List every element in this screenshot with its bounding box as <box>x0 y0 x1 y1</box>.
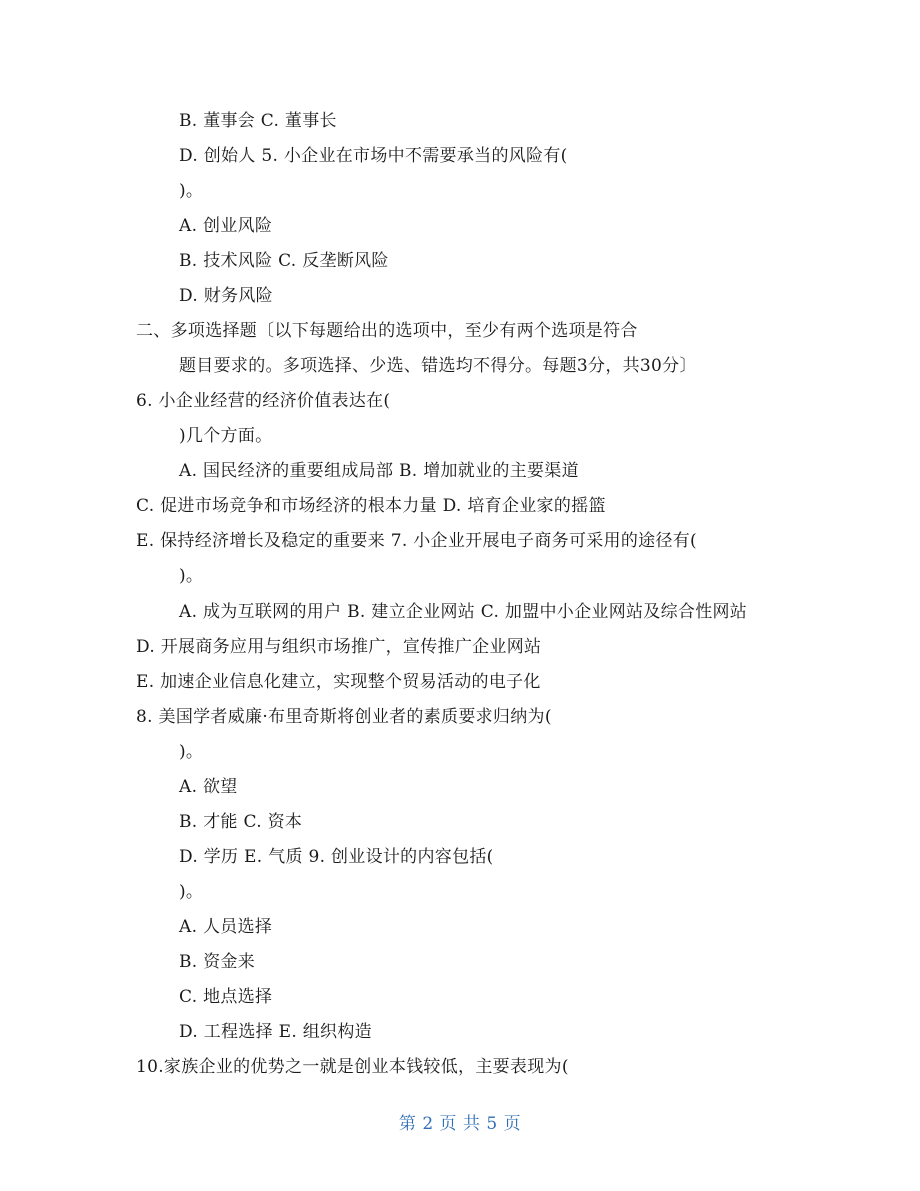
text-line: 6. 小企业经营的经济价值表达在( <box>136 391 391 411</box>
text-line: )。 <box>179 742 204 762</box>
text-line: )。 <box>179 882 204 902</box>
text-line: D. 开展商务应用与组织市场推广，宣传推广企业网站 <box>136 637 542 657</box>
section-heading-continued: 题目要求的。多项选择、少选、错选均不得分。每题3分，共30分〕 <box>179 356 697 376</box>
page-number-footer: 第 2 页 共 5 页 <box>398 1114 522 1134</box>
text-line: )。 <box>179 566 204 586</box>
section-heading: 二、多项选择题〔以下每题给出的选项中，至少有两个选项是符合 <box>136 321 638 341</box>
text-line: A. 成为互联网的用户 B. 建立企业网站 C. 加盟中小企业网站及综合性网站 <box>179 602 748 622</box>
text-line: A. 欲望 <box>179 777 238 797</box>
text-line: B. 技术风险 C. 反垄断风险 <box>179 251 389 271</box>
text-line: A. 人员选择 <box>179 917 273 937</box>
text-line: C. 促进市场竞争和市场经济的根本力量 D. 培育企业家的摇篮 <box>136 496 606 516</box>
text-line: B. 才能 C. 资本 <box>179 812 303 832</box>
text-line: D. 工程选择 E. 组织构造 <box>179 1022 372 1042</box>
text-line: D. 创始人 5. 小企业在市场中不需要承当的风险有( <box>179 146 568 166</box>
text-line: D. 学历 E. 气质 9. 创业设计的内容包括( <box>179 847 494 867</box>
text-line: D. 财务风险 <box>179 286 273 306</box>
text-line: 10.家族企业的优势之一就是创业本钱较低，主要表现为( <box>136 1057 569 1077</box>
text-line: B. 资金来 <box>179 952 256 972</box>
text-line: E. 加速企业信息化建立，实现整个贸易活动的电子化 <box>136 672 541 692</box>
text-line: A. 国民经济的重要组成局部 B. 增加就业的主要渠道 <box>179 461 579 481</box>
text-line: A. 创业风险 <box>179 216 273 236</box>
text-line: )。 <box>179 181 204 201</box>
text-line: )几个方面。 <box>179 426 273 446</box>
text-line: C. 地点选择 <box>179 987 273 1007</box>
text-line: 8. 美国学者威廉·布里奇斯将创业者的素质要求归纳为( <box>136 707 552 727</box>
text-line: B. 董事会 C. 董事长 <box>179 111 337 131</box>
text-line: E. 保持经济增长及稳定的重要来 7. 小企业开展电子商务可采用的途径有( <box>136 531 697 551</box>
